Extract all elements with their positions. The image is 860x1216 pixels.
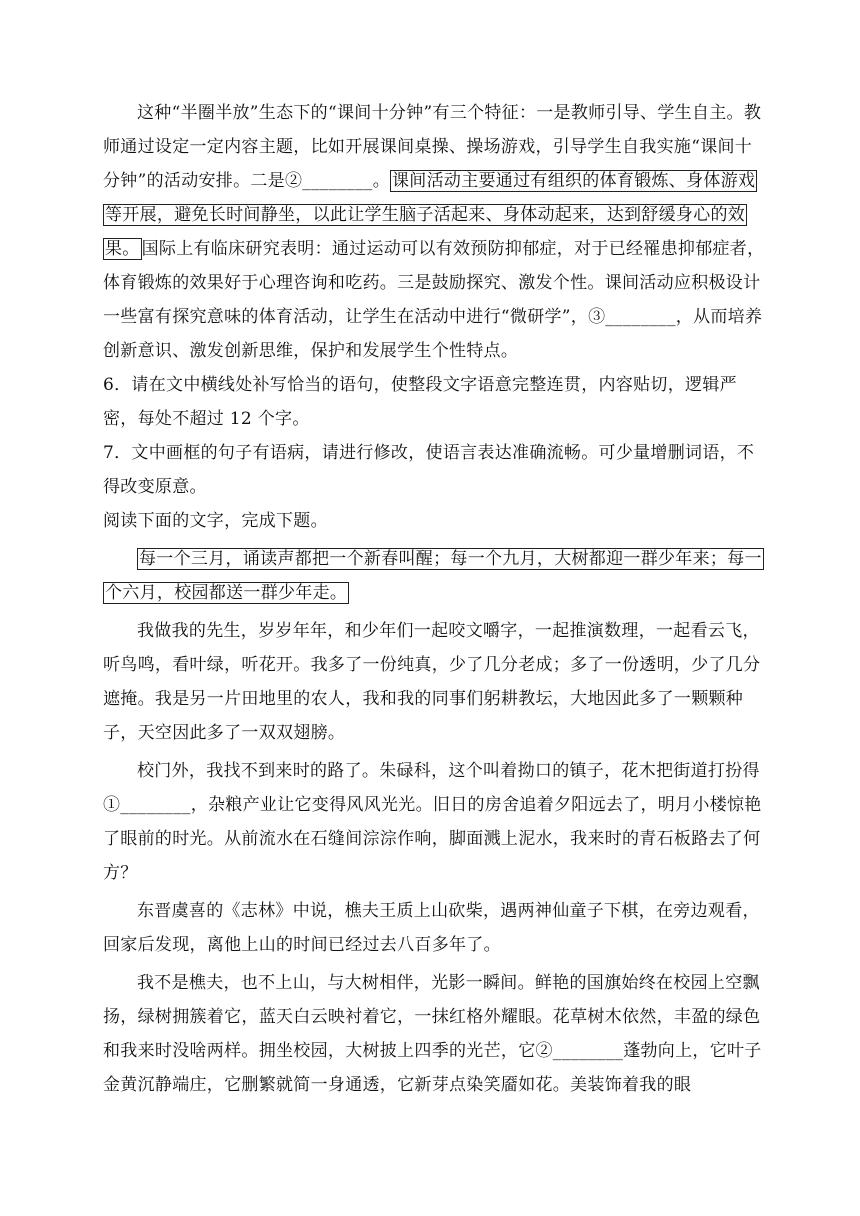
question-7: 7．文中画框的句子有语病，请进行修改，使语言表达准确流畅。可少量增删词语，不得改变原意。 [103, 443, 755, 497]
question-6: 6．请在文中横线处补写恰当的语句，使整段文字语意完整连贯，内容贴切，逻辑严密，每处不超过 12 个字。 [103, 375, 737, 429]
paragraph-text-part1: 这种“半圈半放”生态下的“课间十分钟”有三个特征：一是教师引导、学生自主。教师通过设定一定内容主题，比如开展课间桌操、操场游戏，引导学生自我实施“课间十分钟”的活动安排。二是②________。 [103, 103, 762, 191]
reading-instruction: 阅读下面的文字，完成下题。 [103, 511, 328, 531]
paragraph-classroom-break [103, 96, 765, 368]
passage-paragraph-5: 我不是樵夫，也不上山，与大树相伴，光影一瞬间。鲜艳的国旗始终在校园上空飘扬，绿树拥簇着它，蓝天白云映衬着它，一抹红格外耀眼。花草树木依然，丰盈的绿色和我来时没啥两样。拥坐校园，大树披上四季的光芒，它②________蓬勃向上，它叶子金黄沉静端庄，它删繁就简一身通透，它新芽点染笑靥如花。美装饰着我的眼 [103, 973, 762, 1095]
document-body [103, 96, 765, 1102]
passage-paragraph-4: 东晋虞喜的《志林》中说，樵夫王质上山砍柴，遇两神仙童子下棋，在旁边观看，回家后发现，离他上山的时间已经过去八百多年了。 [103, 901, 760, 955]
passage-opening [103, 542, 765, 610]
paragraph-text-part2: 国际上有临床研究表明：通过运动可以有效预防抑郁症，对于已经罹患抑郁症者，体育锻炼的效果好于心理咨询和吃药。三是鼓励探究、激发个性。课间活动应积极设计一些富有探究意味的体育活动，让学生在活动中进行“微研学”，③________，从而培养创新意识、激发创新思维，保护和发展学生个性特点。 [103, 239, 765, 361]
boxed-sentence: 课间活动主要通过有组织的体育锻炼、身体游戏等开展，避免长时间静坐，以此让学生脑子活起来、身体动起来，达到舒缓身心的效果。 [105, 171, 756, 259]
boxed-opening-sentence: 每一个三月，诵读声都把一个新春叫醒；每一个九月，大树都迎一群少年来；每一个六月，校园都送一群少年走。 [105, 549, 762, 603]
passage-paragraph-3: 校门外，我找不到来时的路了。朱碌科，这个叫着拗口的镇子，花木把街道打扮得①________，杂粮产业让它变得风风光光。旧日的房舍追着夕阳远去了，明月小楼惊艳了眼前的时光。从前流水在石缝间淙淙作响，脚面溅上泥水，我来时的青石板路去了何方？ [103, 761, 762, 883]
passage-paragraph-2: 我做我的先生，岁岁年年，和少年们一起咬文嚼字，一起推演数理，一起看云飞，听鸟鸣，看叶绿，听花开。我多了一份纯真，少了几分老成；多了一份透明，少了几分遮掩。我是另一片田地里的农人，我和我的同事们躬耕教坛，大地因此多了一颗颗种子，天空因此多了一双双翅膀。 [103, 621, 761, 743]
